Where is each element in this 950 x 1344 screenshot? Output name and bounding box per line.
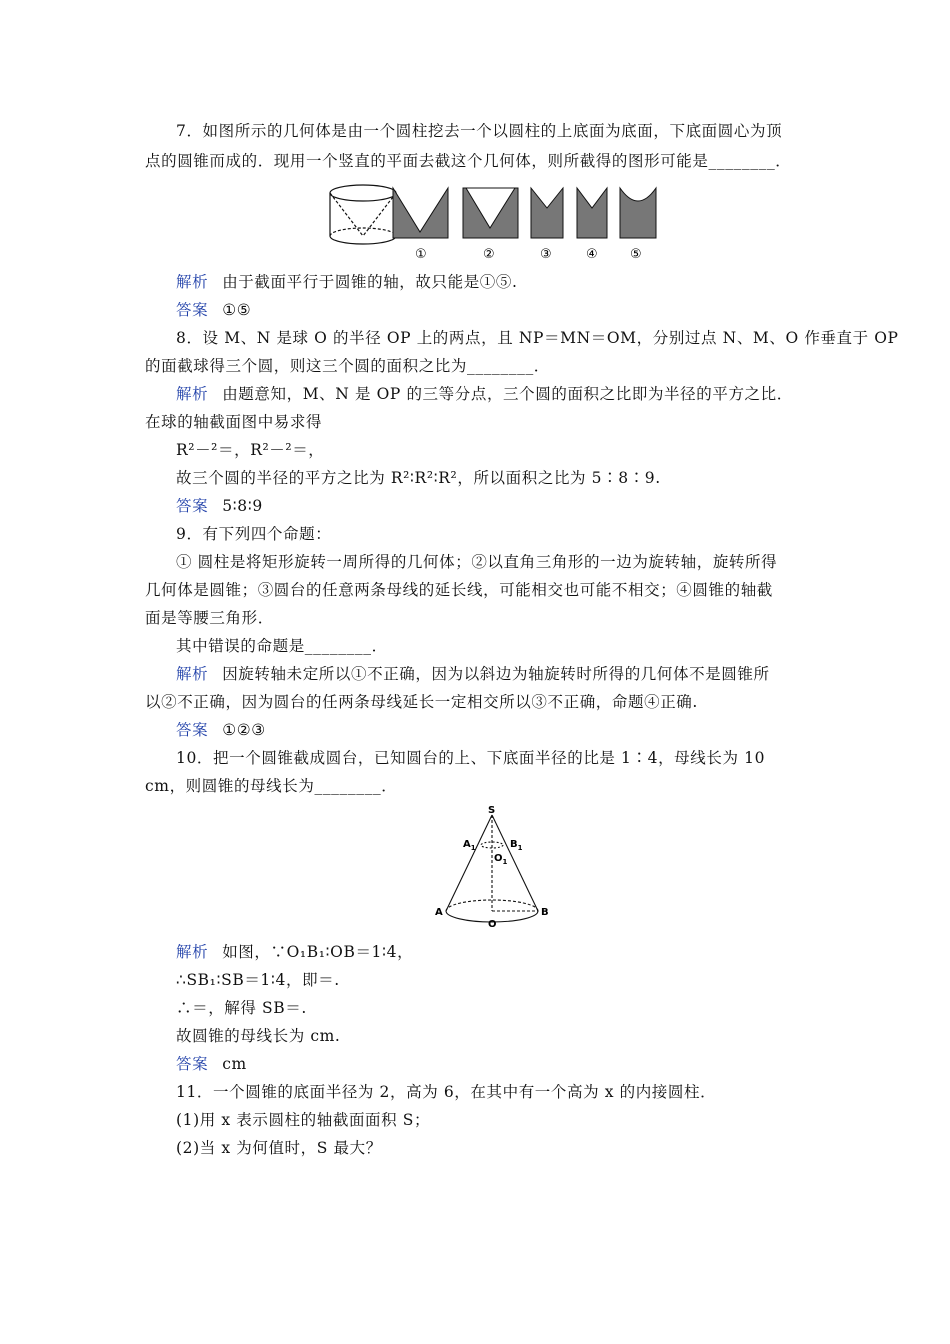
q7-figure-label-5: ⑤ — [630, 247, 642, 262]
q10-analysis-line-3: ∴＝，解得 SB＝. — [176, 999, 307, 1017]
q10-analysis — [176, 942, 846, 962]
q9-answer — [176, 720, 846, 740]
q10-line-1: 10．把一个圆锥截成圆台，已知圆台的上、下底面半径的比是 1∶4，母线长为 10 — [176, 749, 766, 767]
q11-line-2: (1)用 x 表示圆柱的轴截面面积 S； — [176, 1111, 431, 1129]
q8-line-2: 的面截球得三个圆，则这三个圆的面积之比为________． — [145, 357, 550, 375]
q9-line-5: 其中错误的命题是________． — [176, 637, 388, 655]
q7-answer-text: ①⑤ — [222, 301, 252, 319]
point-label-a1: $A_1$ — [463, 839, 476, 852]
answer-label: 答案 — [176, 301, 209, 319]
q7-line-2: 点的圆锥而成的．现用一个竖直的平面去截这个几何体，则所截得的图形可能是________． — [145, 152, 792, 170]
q7-figure — [320, 182, 665, 264]
cylinder-with-cone-figure — [330, 185, 396, 244]
q7-answer — [176, 300, 846, 320]
section-shape-5 — [620, 188, 656, 238]
answer-label: 答案 — [176, 497, 209, 515]
q11-line-3: (2)当 x 为何值时，S 最大？ — [176, 1139, 382, 1157]
answer-label: 答案 — [176, 1055, 209, 1073]
section-shape-4 — [577, 188, 607, 238]
q8-line-1: 8．设 M、N 是球 O 的半径 OP 上的两点，且 NP＝MN＝OM，分别过点 N、M、O 作垂直于 OP — [176, 329, 899, 347]
analysis-label: 解析 — [176, 385, 209, 403]
q7-figure-label-3: ③ — [540, 247, 552, 262]
answer-label: 答案 — [176, 721, 209, 739]
analysis-label: 解析 — [176, 665, 209, 683]
q7-figure-label-2: ② — [483, 247, 495, 262]
q9-answer-text: ①②③ — [222, 721, 266, 739]
q8-answer-text: 5∶8∶9 — [222, 497, 263, 515]
q9-line-4: 面是等腰三角形． — [145, 609, 274, 627]
analysis-label: 解析 — [176, 943, 209, 961]
q8-answer — [176, 496, 846, 516]
q7-analysis-text: 由于截面平行于圆锥的轴，故只能是①⑤. — [222, 273, 518, 291]
point-label-o1: $O_1$ — [494, 853, 508, 866]
q8-analysis — [176, 384, 846, 404]
q8-analysis-line-4: 故三个圆的半径的平方之比为 R²∶R²∶R²，所以面积之比为 5∶8∶9. — [176, 469, 661, 487]
q9-analysis-line-2: 以②不正确，因为圆台的任两条母线延长一定相交所以③不正确，命题④正确. — [145, 693, 698, 711]
q10-analysis-text-1: 如图，∵O₁B₁∶OB＝1∶4， — [222, 943, 414, 961]
q9-line-2: ① 圆柱是将矩形旋转一周所得的几何体；②以直角三角形的一边为旋转轴，旋转所得 — [176, 553, 778, 571]
q10-line-2: cm，则圆锥的母线长为________． — [145, 777, 398, 795]
q9-line-3: 几何体是圆锥；③圆台的任意两条母线的延长线，可能相交也可能不相交；④圆锥的轴截 — [145, 581, 773, 599]
apex-label-s: S — [488, 805, 496, 816]
q7-line-1: 7．如图所示的几何体是由一个圆柱挖去一个以圆柱的上底面为底面，下底面圆心为顶 — [176, 122, 783, 140]
q10-analysis-line-2: ∴SB₁∶SB＝1∶4，即＝. — [176, 971, 340, 989]
section-shape-1 — [393, 188, 448, 238]
q8-analysis-line-2: 在球的轴截面图中易求得 — [145, 413, 323, 431]
point-label-b: B — [541, 907, 549, 918]
q7-analysis — [176, 272, 846, 292]
q8-analysis-line-3: R²－²＝，R²－²＝， — [176, 441, 325, 459]
analysis-label: 解析 — [176, 273, 209, 291]
q7-figure-label-4: ④ — [586, 247, 598, 262]
q10-answer-text: cm — [222, 1055, 247, 1073]
q9-analysis — [176, 664, 846, 684]
q11-line-1: 11．一个圆锥的底面半径为 2，高为 6，在其中有一个高为 x 的内接圆柱． — [176, 1083, 717, 1101]
q8-analysis-text-1: 由题意知，M、N 是 OP 的三等分点，三个圆的面积之比即为半径的平方之比． — [222, 385, 793, 403]
point-label-a: A — [435, 907, 443, 918]
q7-figure-label-1: ① — [415, 247, 427, 262]
q10-analysis-line-4: 故圆锥的母线长为 cm. — [176, 1027, 341, 1045]
q10-cone-figure — [430, 803, 555, 933]
q9-analysis-text-1: 因旋转轴未定所以①不正确，因为以斜边为轴旋转时所得的几何体不是圆锥所 — [222, 665, 770, 683]
point-label-b1: $B_1$ — [510, 839, 523, 852]
section-shape-3 — [531, 188, 563, 238]
q10-answer — [176, 1054, 846, 1074]
point-label-o: O — [488, 919, 497, 930]
q9-line-1: 9．有下列四个命题： — [176, 525, 332, 543]
